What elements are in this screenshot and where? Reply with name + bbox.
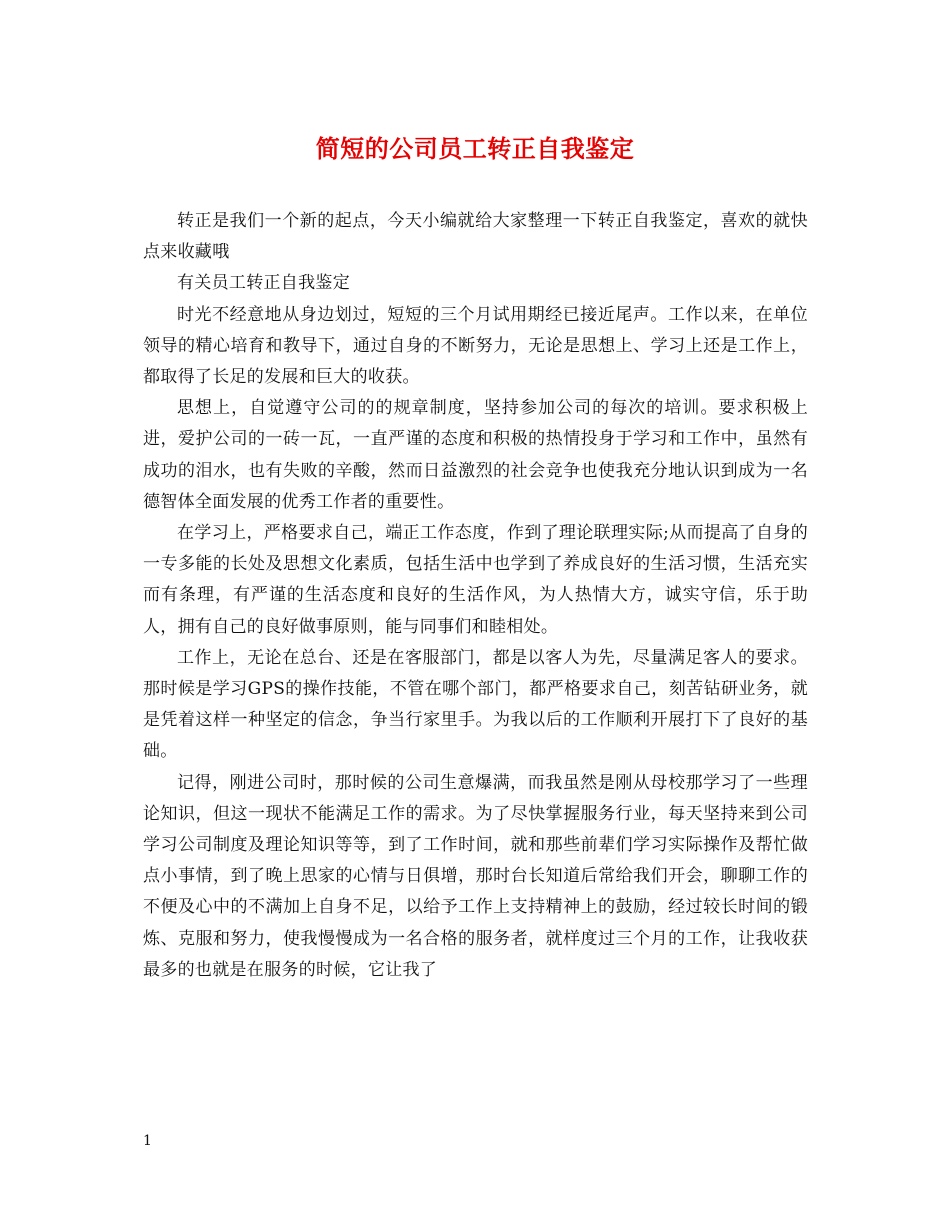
page-number: 1 bbox=[143, 1133, 152, 1149]
paragraph-subheading: 有关员工转正自我鉴定 bbox=[177, 273, 350, 294]
paragraph-memory: 记得，刚进公司时，那时候的公司生意爆满，而我虽然是刚从母校那学习了一些理论知识，但这一现状不能满足工作的需求。为了尽快掌握服务行业，每天坚持来到公司学习公司制度及理论知识等等，到了工作时间，就和那些前辈们学习实际操作及帮忙做点小事情，到了晚上思家的心情与日俱增，那时台长知道后常给我们开会，聊聊工作的不便及心中的不满加上自身不足，以给予工作上支持精神上的鼓励，经过较长时间的锻炼、克服和努力，使我慢慢成为一名合格的服务者，就样度过三个月的工作，让我收获最多的也就是在服务的时候，它让我了 bbox=[143, 772, 808, 980]
paragraph-time-passing: 时光不经意地从身边划过，短短的三个月试用期经已接近尾声。工作以来，在单位领导的精心培育和教导下，通过自身的不断努力，无论是思想上、学习上还是工作上，都取得了长足的发展和巨大的收获。 bbox=[143, 304, 808, 388]
document-body bbox=[143, 206, 808, 986]
paragraph-work: 工作上，无论在总台、还是在客服部门，都是以客人为先，尽量满足客人的要求。那时候是学习GPS的操作技能，不管在哪个部门，都严格要求自己，刻苦钻研业务，就是凭着这样一种坚定的信念，争当行家里手。为我以后的工作顺利开展打下了良好的基础。 bbox=[143, 647, 808, 762]
paragraph-study: 在学习上，严格要求自己，端正工作态度，作到了理论联理实际;从而提高了自身的一专多能的长处及思想文化素质，包括生活中也学到了养成良好的生活习惯，生活充实而有条理，有严谨的生活态度和良好的生活作风，为人热情大方，诚实守信，乐于助人，拥有自己的良好做事原则，能与同事们和睦相处。 bbox=[143, 523, 808, 637]
document-title: 简短的公司员工转正自我鉴定 bbox=[315, 134, 635, 163]
paragraph-intro: 转正是我们一个新的起点，今天小编就给大家整理一下转正自我鉴定，喜欢的就快点来收藏哦 bbox=[143, 211, 808, 263]
paragraph-ideology: 思想上，自觉遵守公司的的规章制度，坚持参加公司的每次的培训。要求积极上进，爱护公司的一砖一瓦，一直严谨的态度和积极的热情投身于学习和工作中，虽然有成功的泪水，也有失败的辛酸，然而日益激烈的社会竞争也使我充分地认识到成为一名德智体全面发展的优秀工作者的重要性。 bbox=[143, 398, 808, 512]
